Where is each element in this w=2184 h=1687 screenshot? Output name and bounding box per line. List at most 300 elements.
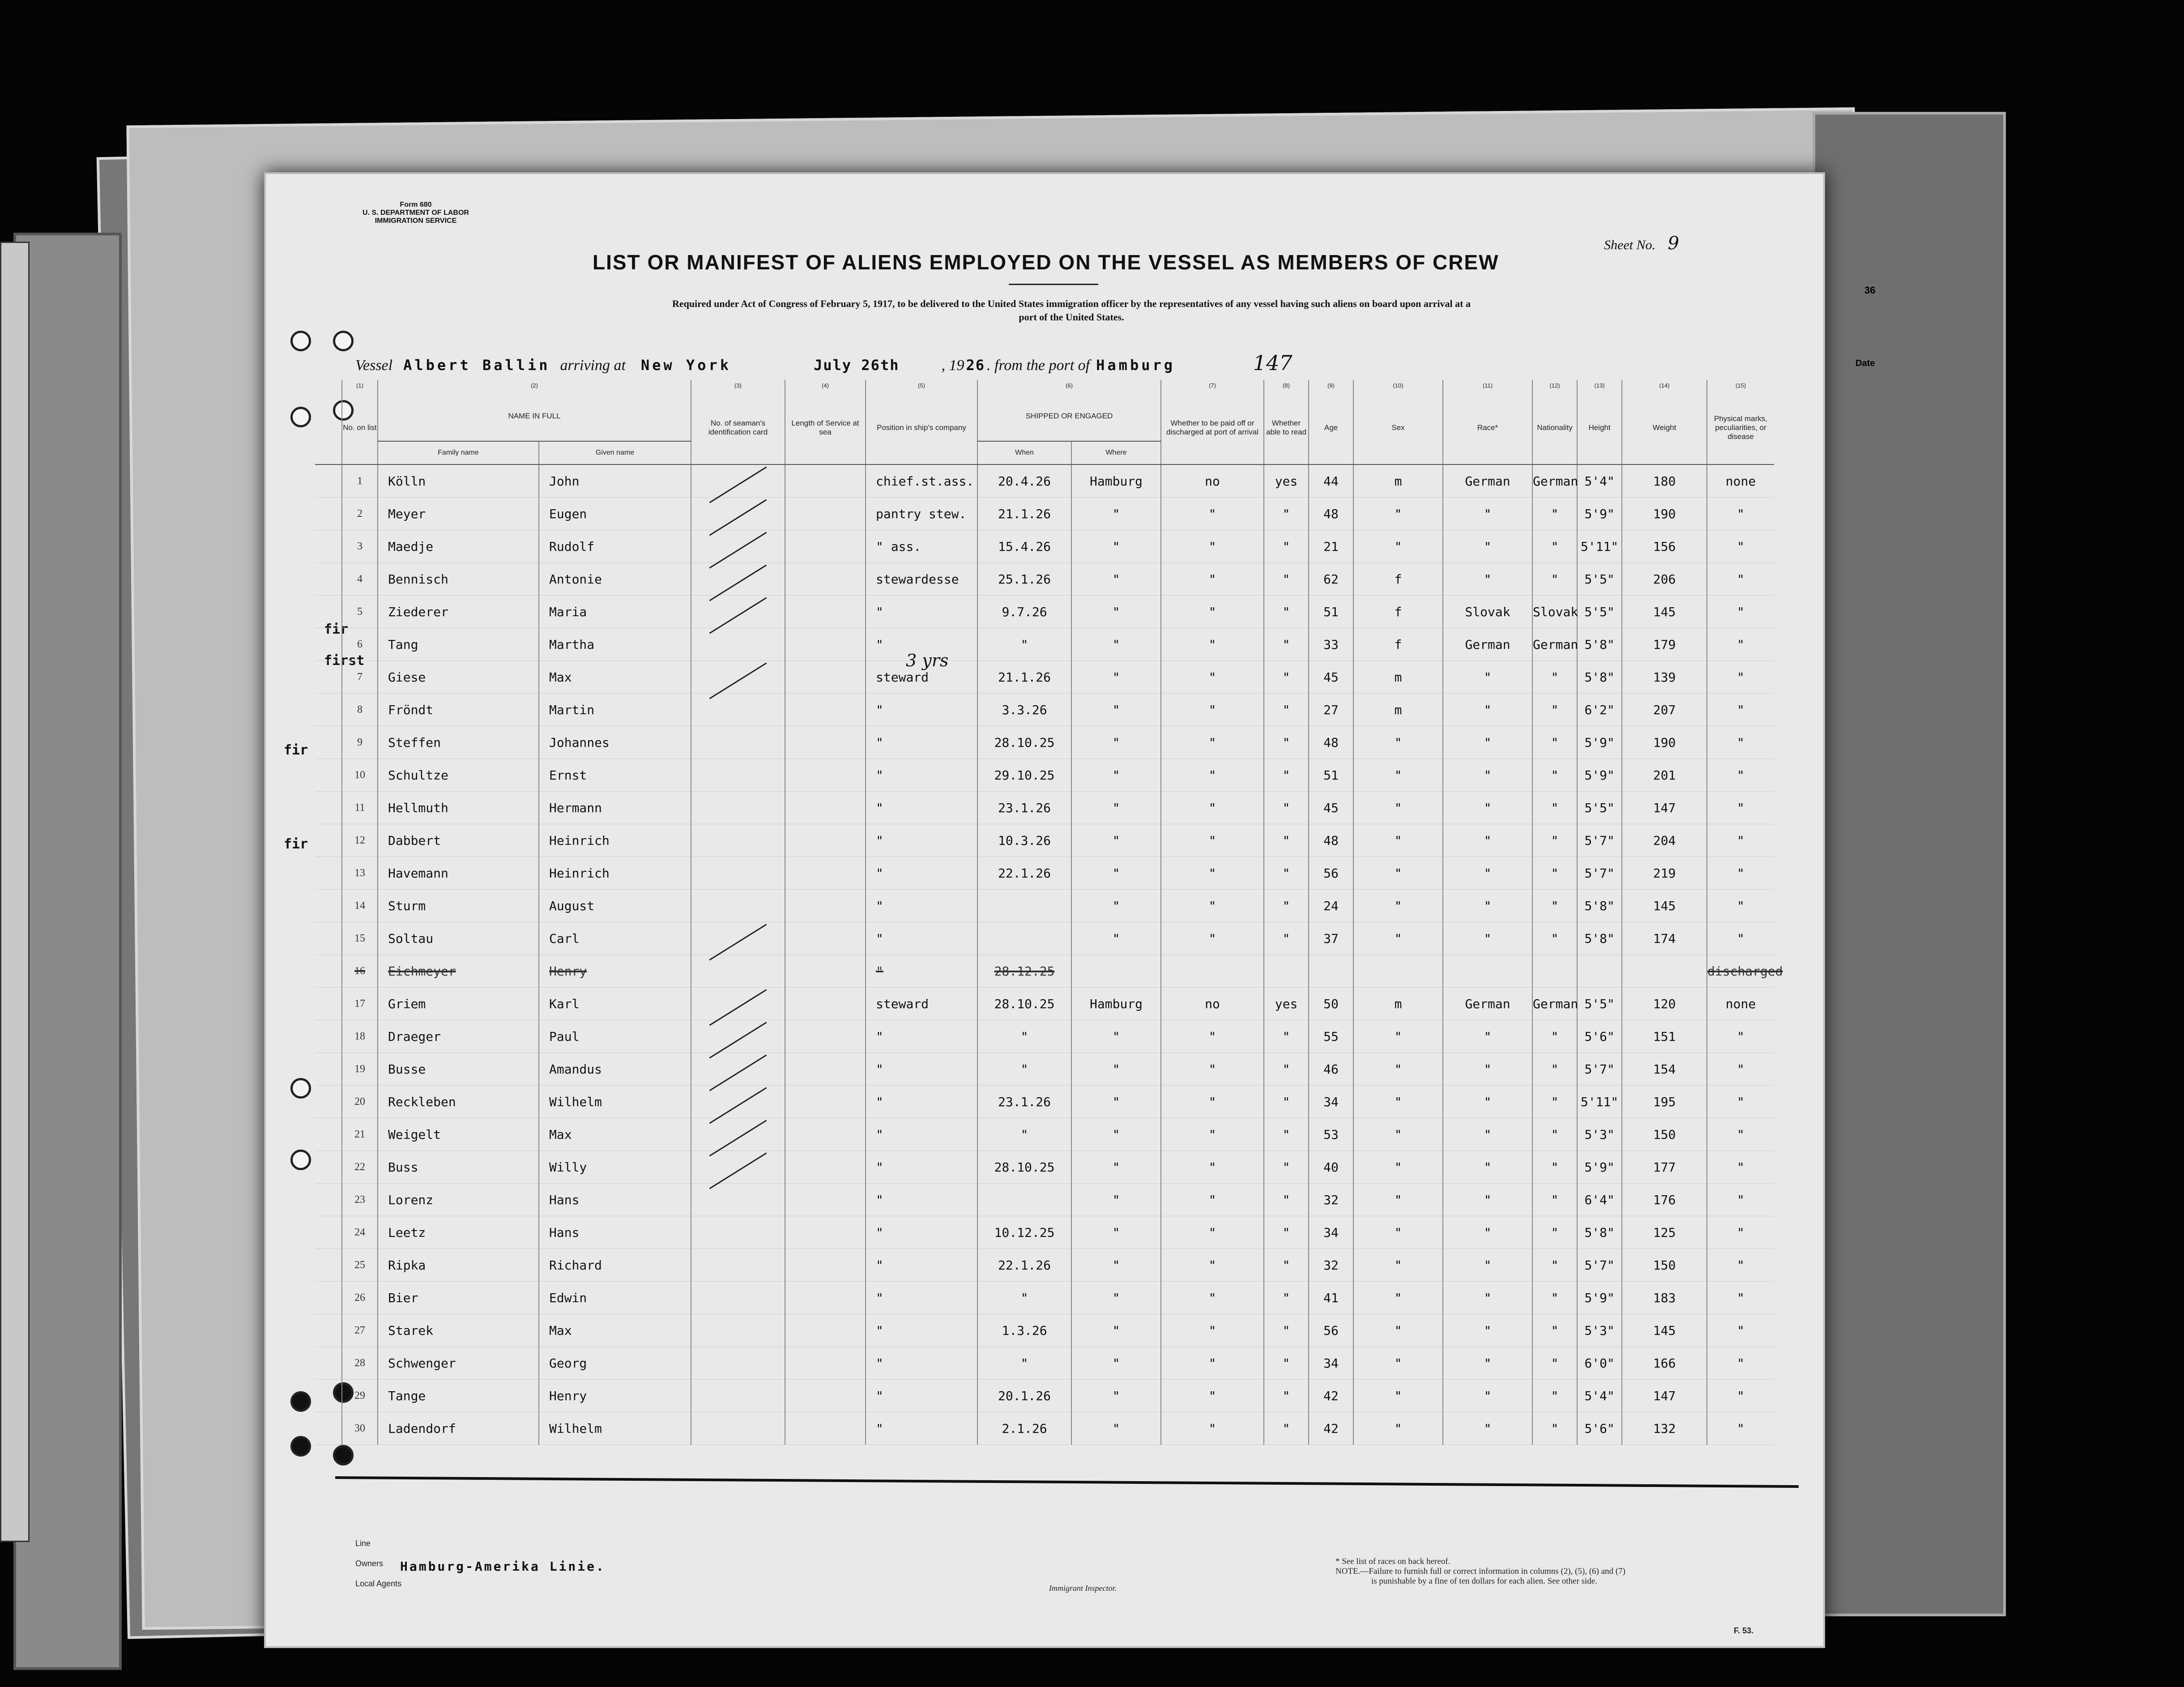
cell-paid: " [1161,694,1264,726]
cell-family: Ziederer [378,596,539,628]
cell-race: " [1443,1347,1532,1380]
cell-paid: " [1161,1020,1264,1053]
col-header-position: Position in ship's company [866,392,977,464]
col-header-race: Race* [1443,392,1532,464]
table-row [315,498,1774,530]
row-margin [315,596,342,628]
cell-nat: " [1532,1380,1577,1412]
cell-given: John [539,464,691,498]
col-num: (10) [1353,380,1443,392]
cell-read: yes [1264,988,1309,1020]
cell-given: Antonie [539,563,691,596]
cell-given: Max [539,1314,691,1347]
id-card-mark [691,890,785,922]
length-of-service [785,1020,866,1053]
cell-marks: none [1707,988,1774,1020]
cell-position: " [866,596,977,628]
col-header-name: NAME IN FULL [378,392,691,441]
row-margin [315,1249,342,1282]
cell-race: " [1443,1118,1532,1151]
cell-age: 37 [1309,922,1353,955]
col-header-given-name: Given name [539,441,691,464]
length-of-service [785,824,866,857]
cell-when: 29.10.25 [977,759,1071,792]
cell-marks: " [1707,1184,1774,1216]
cell-when: 25.1.26 [977,563,1071,596]
id-card-mark [691,1184,785,1216]
table-row [315,759,1774,792]
cell-when: 1.3.26 [977,1314,1071,1347]
row-margin [315,694,342,726]
cell-read: " [1264,1118,1309,1151]
cell-marks: " [1707,563,1774,596]
cell-when: " [977,1020,1071,1053]
cell-weight: 174 [1622,922,1707,955]
table-row [315,661,1774,694]
cell-position: pantry stew. [866,498,977,530]
cell-race: " [1443,661,1532,694]
cell-when: " [977,628,1071,661]
cell-family: Hellmuth [378,792,539,824]
cell-where: " [1071,1216,1161,1249]
col-margin [315,380,342,392]
id-card-mark [691,1151,785,1184]
col-header-paid-off: Whether to be paid off or discharged at port of arrival [1161,392,1264,464]
footer-note-races: * See list of races on back hereof. [1335,1557,1450,1566]
cell-age: 42 [1309,1380,1353,1412]
column-header-row [315,392,1774,441]
id-card-mark [691,694,785,726]
cell-weight: 150 [1622,1118,1707,1151]
cell-nat: " [1532,792,1577,824]
cell-read [1264,955,1309,988]
cell-marks: " [1707,1086,1774,1118]
cell-when: " [977,1282,1071,1314]
cell-when: 23.1.26 [977,1086,1071,1118]
length-of-service [785,1216,866,1249]
length-of-service [785,464,866,498]
cell-nat: " [1532,1347,1577,1380]
table-row [315,726,1774,759]
cell-height: 5'9" [1577,498,1622,530]
cell-where: " [1071,530,1161,563]
cell-marks: " [1707,1053,1774,1086]
cell-nat: " [1532,824,1577,857]
manifest-sheet [264,172,1825,1648]
cell-marks: " [1707,1412,1774,1445]
length-of-service [785,1249,866,1282]
table-row [315,890,1774,922]
cell-read: " [1264,1347,1309,1380]
row-margin [315,1282,342,1314]
cell-read: " [1264,596,1309,628]
cell-age: 51 [1309,759,1353,792]
form-department: U. S. DEPARTMENT OF LABOR [363,209,469,217]
cell-nat: " [1532,922,1577,955]
cell-no: 12 [342,824,378,857]
cell-nat: " [1532,1020,1577,1053]
cell-weight: 207 [1622,694,1707,726]
id-card-mark [691,1020,785,1053]
cell-race: German [1443,464,1532,498]
cell-sex: " [1353,1249,1443,1282]
cell-marks: " [1707,824,1774,857]
cell-age: 62 [1309,563,1353,596]
table-row [315,1314,1774,1347]
cell-weight: 176 [1622,1184,1707,1216]
form-subtitle-line2: port of the United States. [1019,311,1124,323]
cell-given: Hans [539,1216,691,1249]
length-of-service [785,955,866,988]
cell-no: 1 [342,464,378,498]
cell-read: " [1264,726,1309,759]
cell-height: 5'9" [1577,1151,1622,1184]
cell-nat: " [1532,1282,1577,1314]
cell-position: " [866,1053,977,1086]
cell-given: Maria [539,596,691,628]
cell-given: Amandus [539,1053,691,1086]
cell-no: 26 [342,1282,378,1314]
col-header-nationality: Nationality [1532,392,1577,464]
cell-position: " [866,824,977,857]
cell-weight: 125 [1622,1216,1707,1249]
table-row [315,1053,1774,1086]
cell-age: 56 [1309,857,1353,890]
cell-given: Max [539,661,691,694]
cell-family: Bier [378,1282,539,1314]
margin-note: fir [284,742,308,758]
cell-where: " [1071,563,1161,596]
col-header-shipped: SHIPPED OR ENGAGED [977,392,1161,441]
cell-marks: " [1707,857,1774,890]
binder-strip [0,242,30,1542]
id-card-mark [691,498,785,530]
col-num: (8) [1264,380,1309,392]
cell-paid: " [1161,726,1264,759]
id-card-mark [691,726,785,759]
col-header-when: When [977,441,1071,464]
arrival-year: 26 [966,357,985,374]
cell-read: " [1264,694,1309,726]
cell-sex: " [1353,1053,1443,1086]
cell-where: " [1071,628,1161,661]
cell-no: 17 [342,988,378,1020]
cell-nat: German [1532,464,1577,498]
vessel-line [355,351,1292,375]
cell-paid: " [1161,1184,1264,1216]
cell-height: 5'8" [1577,890,1622,922]
form-subtitle-line1: Required under Act of Congress of February 5, 1917, to be delivered to the United States immigration officer by the representatives of any vessel having such aliens on board upon arrival at a [672,298,1471,309]
row-margin [315,1314,342,1347]
margin-note: first [324,653,365,669]
id-card-mark [691,988,785,1020]
cell-no: 5 [342,596,378,628]
cell-sex: m [1353,464,1443,498]
length-of-service [785,1053,866,1086]
length-of-service [785,498,866,530]
cell-weight: 183 [1622,1282,1707,1314]
cell-paid: no [1161,988,1264,1020]
cell-nat: Slovak [1532,596,1577,628]
cell-nat: " [1532,1086,1577,1118]
cell-given: Willy [539,1151,691,1184]
cell-position: " [866,1412,977,1445]
cell-weight: 156 [1622,530,1707,563]
cell-paid: " [1161,1412,1264,1445]
cell-position: " [866,1380,977,1412]
footer-form-code: F. 53. [1734,1626,1754,1635]
cell-nat: " [1532,1314,1577,1347]
cell-where: Hamburg [1071,464,1161,498]
crew-table [315,380,1783,1445]
cell-age [1309,955,1353,988]
cell-height: 5'7" [1577,1053,1622,1086]
col-num: (12) [1532,380,1577,392]
row-margin [315,726,342,759]
cell-family: Buss [378,1151,539,1184]
cell-no: 4 [342,563,378,596]
cell-no: 16 [342,955,378,988]
table-row [315,563,1774,596]
id-card-mark [691,1249,785,1282]
cell-read: " [1264,792,1309,824]
row-margin [315,1118,342,1151]
cell-age: 44 [1309,464,1353,498]
cell-race: " [1443,1249,1532,1282]
cell-weight: 145 [1622,1314,1707,1347]
cell-height: 5'7" [1577,857,1622,890]
cell-no: 22 [342,1151,378,1184]
cell-paid: " [1161,563,1264,596]
table-row [315,1347,1774,1380]
cell-race: " [1443,1412,1532,1445]
cell-no: 20 [342,1086,378,1118]
cell-no: 13 [342,857,378,890]
cell-race: German [1443,628,1532,661]
cell-marks: " [1707,1314,1774,1347]
cell-marks: " [1707,1020,1774,1053]
cell-sex: " [1353,530,1443,563]
cell-sex: " [1353,1184,1443,1216]
cell-family: Bennisch [378,563,539,596]
cell-where: " [1071,1249,1161,1282]
row-margin [315,1086,342,1118]
cell-paid: " [1161,1314,1264,1347]
cell-family: Griem [378,988,539,1020]
cell-where: " [1071,1086,1161,1118]
col-header-physical: Physical marks, peculiarities, or disease [1707,392,1774,464]
length-of-service [785,1151,866,1184]
cell-when: " [977,1053,1071,1086]
cell-nat: " [1532,530,1577,563]
id-card-mark [691,1086,785,1118]
cell-height: 5'3" [1577,1118,1622,1151]
table-row [315,792,1774,824]
row-margin [315,792,342,824]
cell-marks: " [1707,1347,1774,1380]
cell-race: " [1443,1380,1532,1412]
id-card-mark [691,824,785,857]
cell-family: Leetz [378,1216,539,1249]
cell-sex: m [1353,988,1443,1020]
cell-when: 22.1.26 [977,857,1071,890]
table-row [315,464,1774,498]
cell-paid: no [1161,464,1264,498]
cell-height: 5'9" [1577,759,1622,792]
cell-nat: " [1532,857,1577,890]
cell-no: 7 [342,661,378,694]
cell-paid: " [1161,1282,1264,1314]
cell-paid: " [1161,857,1264,890]
margin-note: fir [324,622,349,637]
cell-marks: discharged [1707,955,1774,988]
table-row [315,1249,1774,1282]
id-card-mark [691,1118,785,1151]
cell-race [1443,955,1532,988]
id-card-mark [691,922,785,955]
cell-race: " [1443,792,1532,824]
table-row [315,1184,1774,1216]
cell-marks: " [1707,1118,1774,1151]
cell-nat: " [1532,890,1577,922]
length-of-service [785,759,866,792]
cell-nat: " [1532,726,1577,759]
cell-when: 28.10.25 [977,726,1071,759]
cell-weight: 147 [1622,792,1707,824]
cell-paid: " [1161,922,1264,955]
cell-no: 3 [342,530,378,563]
cell-where: " [1071,498,1161,530]
id-card-mark [691,1380,785,1412]
id-card-mark [691,857,785,890]
bottom-rule [335,1476,1799,1488]
cell-nat: " [1532,1184,1577,1216]
row-margin [315,530,342,563]
cell-given: Henry [539,955,691,988]
cell-marks: " [1707,530,1774,563]
footer-inspector-label: Immigrant Inspector. [1049,1584,1117,1593]
col-num: (1) [342,380,378,392]
cell-where: " [1071,824,1161,857]
cell-family: Maedje [378,530,539,563]
cell-height: 5'4" [1577,464,1622,498]
cell-height: 5'7" [1577,824,1622,857]
cell-height: 6'4" [1577,1184,1622,1216]
cell-given: Johannes [539,726,691,759]
cell-sex: " [1353,1347,1443,1380]
arriving-label: arriving at [560,357,626,374]
cell-given: Paul [539,1020,691,1053]
cell-race: " [1443,498,1532,530]
cell-marks: none [1707,464,1774,498]
cell-given: Georg [539,1347,691,1380]
cell-where: " [1071,596,1161,628]
cell-position: " [866,890,977,922]
cell-no: 24 [342,1216,378,1249]
cell-paid: " [1161,759,1264,792]
cell-age: 45 [1309,661,1353,694]
cell-read: " [1264,857,1309,890]
length-of-service [785,596,866,628]
cell-no: 14 [342,890,378,922]
cell-age: 56 [1309,1314,1353,1347]
table-row [315,628,1774,661]
cell-no: 15 [342,922,378,955]
cell-weight: 145 [1622,596,1707,628]
cell-when: 10.12.25 [977,1216,1071,1249]
row-margin [315,1347,342,1380]
row-margin [315,988,342,1020]
cell-family: Giese [378,661,539,694]
cell-no: 27 [342,1314,378,1347]
cell-weight: 190 [1622,726,1707,759]
cell-when: 28.10.25 [977,988,1071,1020]
cell-age: 32 [1309,1184,1353,1216]
row-margin [315,628,342,661]
cell-family: Soltau [378,922,539,955]
cell-position: " [866,1086,977,1118]
cell-weight: 132 [1622,1412,1707,1445]
cell-paid: " [1161,824,1264,857]
cell-paid: " [1161,628,1264,661]
cell-no: 2 [342,498,378,530]
cell-height: 5'5" [1577,792,1622,824]
cell-position: " [866,1314,977,1347]
cell-nat: " [1532,563,1577,596]
cell-race: " [1443,824,1532,857]
id-card-mark [691,955,785,988]
cell-read: " [1264,1380,1309,1412]
cell-age: 53 [1309,1118,1353,1151]
col-num: (3) [691,380,785,392]
cell-height: 5'6" [1577,1412,1622,1445]
cell-where: " [1071,661,1161,694]
cell-age: 50 [1309,988,1353,1020]
cell-race: " [1443,759,1532,792]
cell-read: " [1264,890,1309,922]
cell-age: 48 [1309,824,1353,857]
cell-race: Slovak [1443,596,1532,628]
cell-height: 5'6" [1577,1020,1622,1053]
cell-marks: " [1707,661,1774,694]
cell-race: " [1443,1086,1532,1118]
cell-sex: " [1353,1216,1443,1249]
cell-position: " [866,726,977,759]
cell-given: Heinrich [539,824,691,857]
cell-read: " [1264,1412,1309,1445]
cell-given: August [539,890,691,922]
cell-where: " [1071,726,1161,759]
cell-race: " [1443,1282,1532,1314]
cell-read: " [1264,824,1309,857]
length-of-service [785,1314,866,1347]
cell-when: 9.7.26 [977,596,1071,628]
cell-position: " [866,628,977,661]
cell-position: " [866,1151,977,1184]
col-header-length-service: Length of Service at sea [785,392,866,464]
cell-sex: f [1353,628,1443,661]
cell-height: 5'11" [1577,1086,1622,1118]
cell-paid: " [1161,1151,1264,1184]
cell-race: " [1443,1151,1532,1184]
cell-read: " [1264,563,1309,596]
cell-sex: " [1353,922,1443,955]
cell-position: " [866,1249,977,1282]
cell-where: " [1071,1118,1161,1151]
crew-rows [315,464,1783,1445]
cell-sex: " [1353,759,1443,792]
cell-sex [1353,955,1443,988]
